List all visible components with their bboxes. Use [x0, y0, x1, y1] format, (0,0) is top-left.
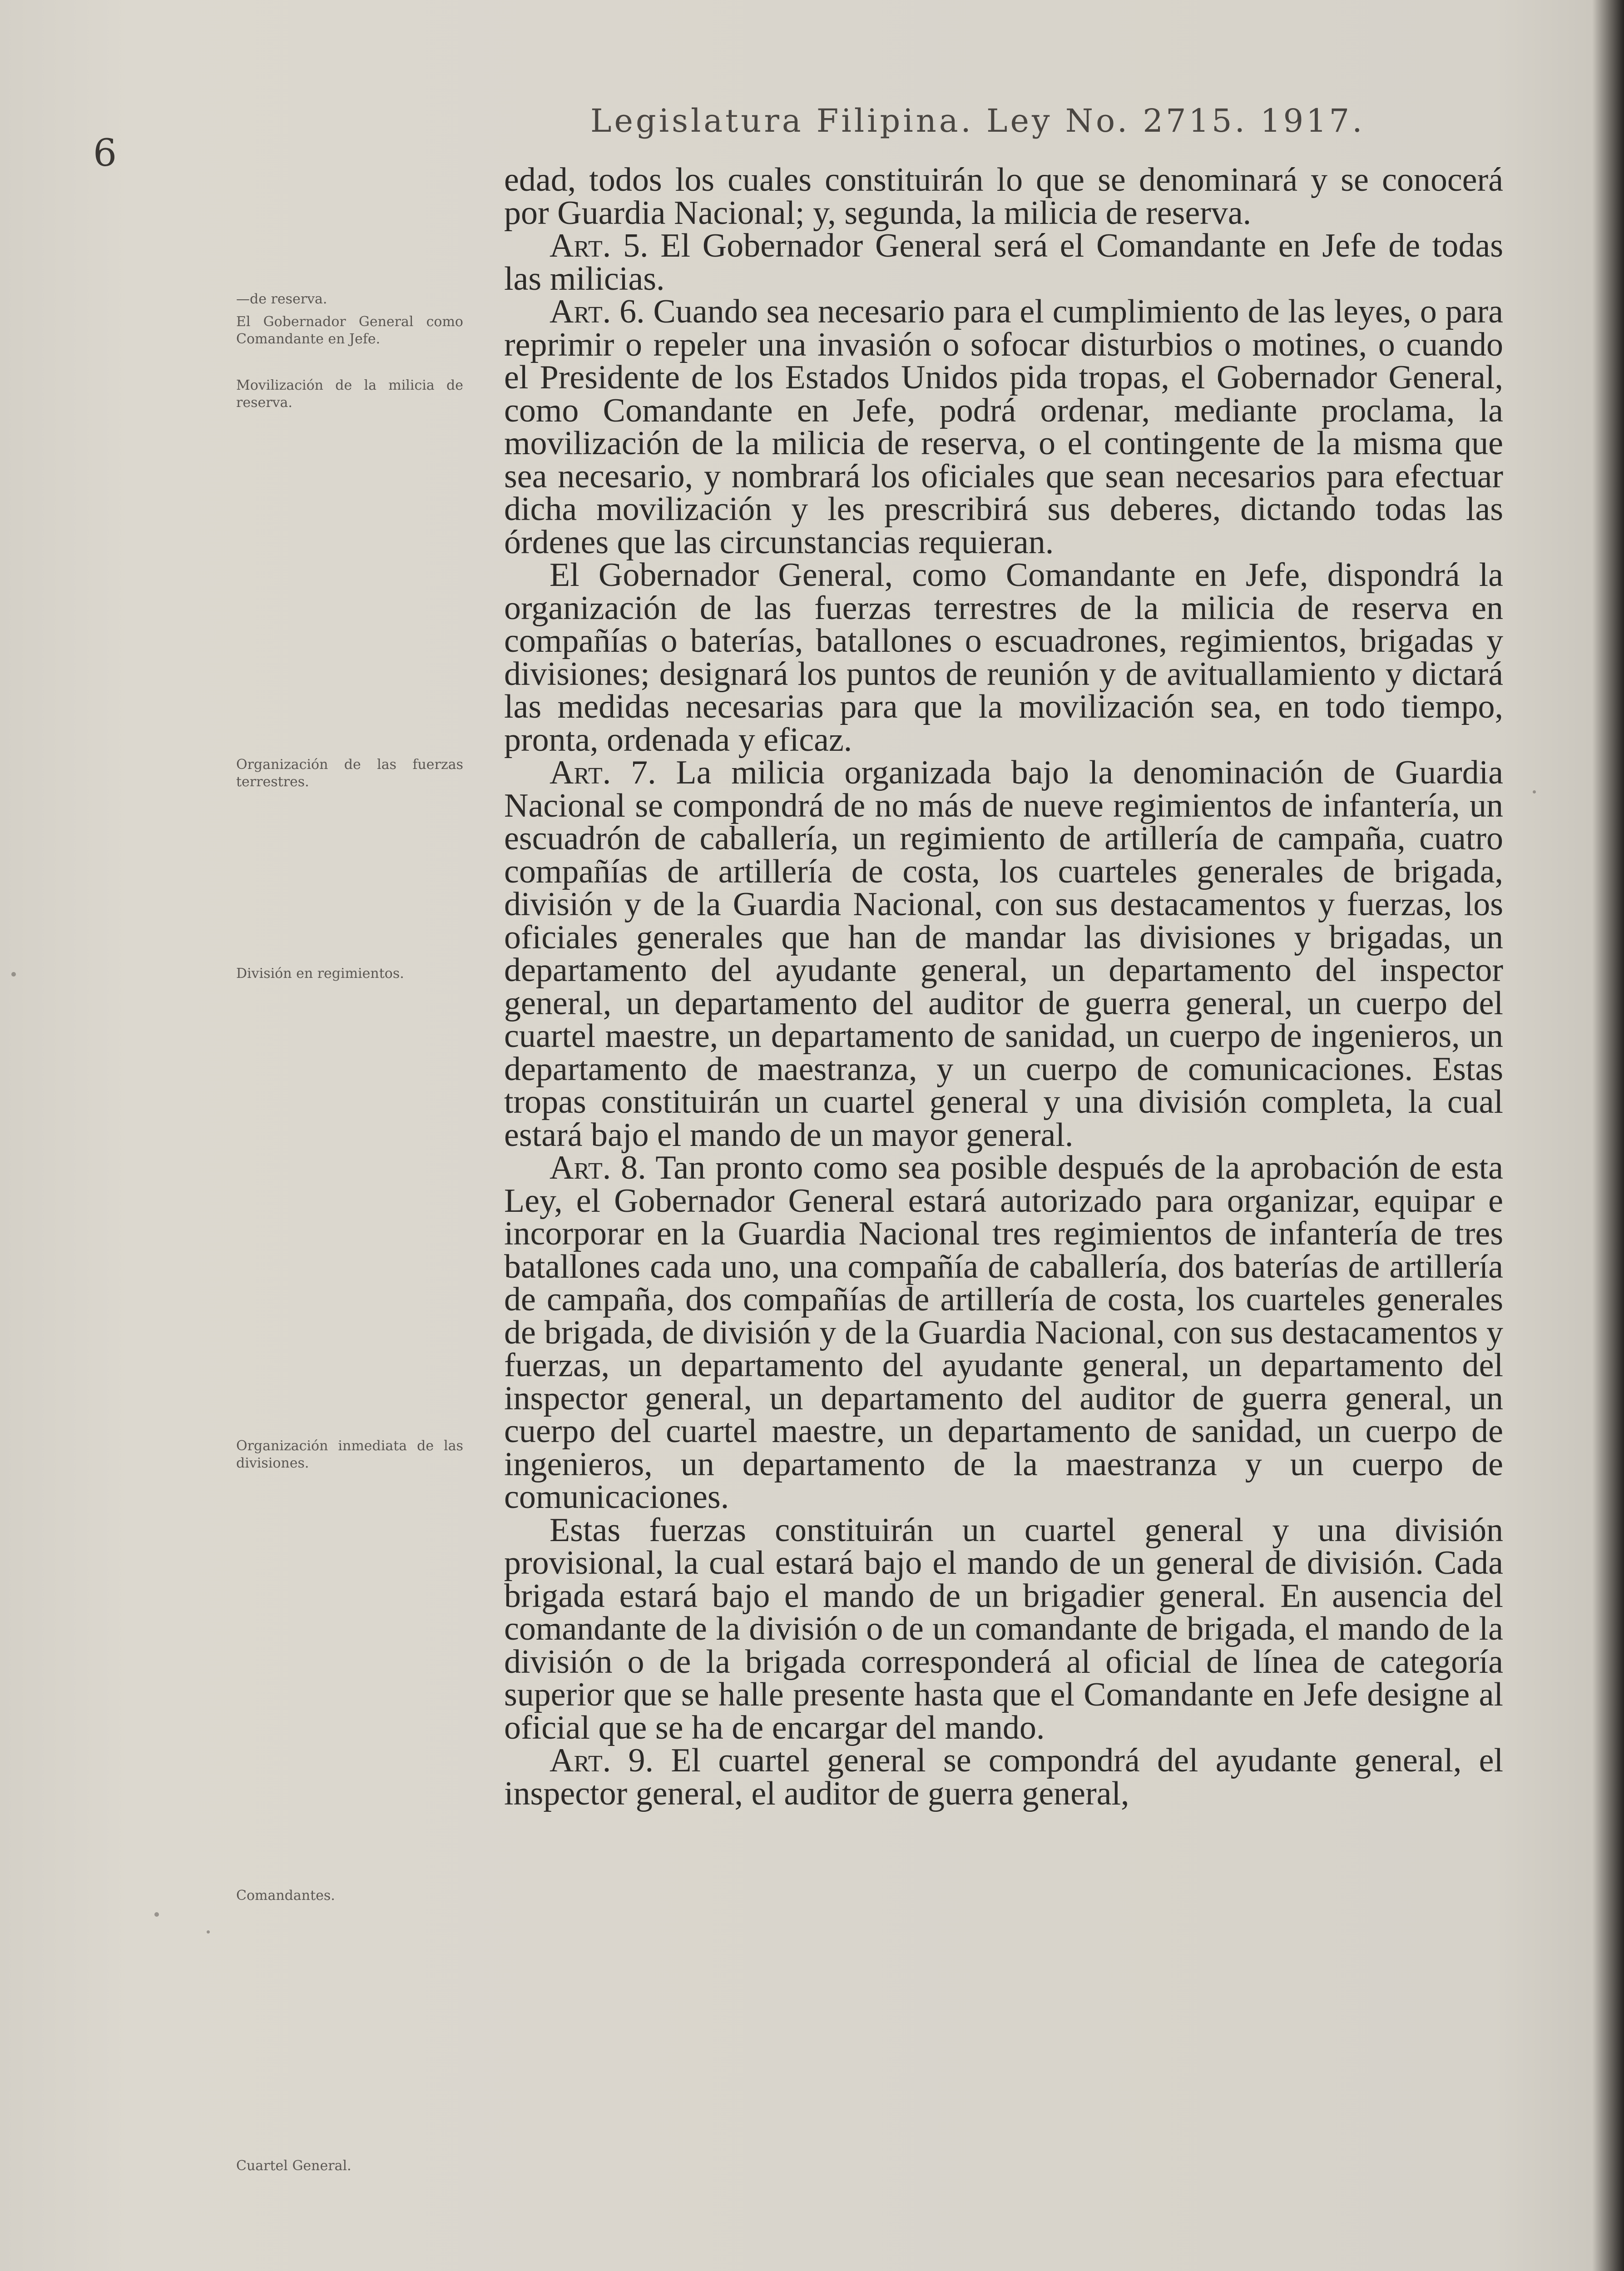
margin-note-organizacion: Organización de las fuerzas terrestres. [236, 757, 463, 790]
page-number: 6 [93, 132, 117, 175]
margin-note-reserva: —de reserva. [236, 291, 327, 307]
body-text [504, 161, 1504, 1812]
margin-note-division: División en regimientos. [236, 966, 404, 982]
paragraph-1 [504, 161, 1503, 232]
paragraph-4 [504, 556, 1503, 759]
margin-note-movilizacion: Movilización de la milicia de reserva. [236, 377, 463, 411]
paragraph-art-7 [504, 754, 1503, 1154]
paragraph-7 [504, 1511, 1503, 1746]
scan-speck [207, 1930, 210, 1934]
paragraph-art-9-text: El cuartel general se compondrá del ayudante general, el inspector general, el auditor de guerra general, [504, 1742, 1504, 1812]
paragraph-art-5 [504, 227, 1504, 298]
paragraph-art-5-text: El Gobernador General será el Comandante en Jefe de todas las milicias. [504, 227, 1504, 298]
paragraph-7-text: Estas fuerzas constituirán un cuartel general y una división provisional, la cual estará bajo el mando de un general de división. Cada brigada estará bajo el mando de un brigadier general. En ausencia del comandante de la división o de un comandante de brigada, el mando de la división o de la brigada corresponderá al oficial de línea de categoría superior que se halle presente hasta que el Comandante en Jefe designe al oficial que se ha de encargar del mando. [504, 1511, 1503, 1746]
margin-note-gobernador: El Gobernador General como Comandante en Jefe. [236, 314, 463, 347]
margin-note-inmediata: Organización inmediata de las divisiones. [236, 1438, 463, 1471]
paragraph-art-8 [504, 1151, 1503, 1514]
article-label-7: Art. 7. [550, 754, 656, 791]
paragraph-art-6 [504, 295, 1503, 559]
paragraph-art-8-text: Tan pronto como sea posible después de la aprobación de esta Ley, el Gobernador General estará autorizado para organizar, equipar e incorporar en la Guardia Nacional tres regimientos de infantería de tres batallones cada uno, una compañía de caballería, dos baterías de artillería de campaña, dos compañías de artillería de costa, los cuarteles generales de brigada, de división y de la Guardia Nacional, con sus destacamentos y fuerzas, un departamento del ayudante general, un departamento del inspector general, un departamento del auditor de guerra general, un cuerpo del cuartel maestre, un departamento de sanidad, un cuerpo de ingenieros, un departamento de la maestranza y un cuerpo de comunicaciones. [504, 1149, 1504, 1516]
scan-speck [154, 1912, 159, 1917]
scan-speck [1533, 790, 1536, 793]
article-label-5: Art. 5. [550, 227, 649, 264]
paragraph-4-text: El Gobernador General, como Comandante en Jefe, dispondrá la organización de las fuerzas terrestres de la milicia de reserva en compañías o baterías, batallones o escuadrones, regimientos, brigadas y divisiones; designará los puntos de reunión y de avituallamiento y dictará las medidas necesarias para que la movilización sea, en todo tiempo, pronta, ordenada y eficaz. [504, 556, 1503, 759]
paragraph-art-6-text: Cuando sea necesario para el cumplimiento de las leyes, o para reprimir o repeler una invasión o sofocar disturbios o motines, o cuando el Presidente de los Estados Unidos pida tropas, el Gobernador General, como Comandante en Jefe, podrá ordenar, mediante proclama, la movilización de la milicia de reserva, o el contingente de la misma que sea necesario, y nombrará los oficiales que sean necesarios para efectuar dicha movilización y les prescribirá sus deberes, dictando todas las órdenes que las circunstancias requieran. [504, 293, 1503, 561]
article-label-8: Art. 8. [550, 1149, 646, 1186]
margin-note-cuartel: Cuartel General. [236, 2158, 352, 2174]
scan-speck [11, 972, 16, 977]
book-spine-shadow [1592, 0, 1624, 2271]
margin-note-comandantes: Comandantes. [236, 1888, 335, 1904]
running-head: Legislatura Filipina. Ley No. 2715. 1917. [590, 102, 1365, 139]
paragraph-art-9 [504, 1744, 1503, 1810]
paragraph-art-7-text: La milicia organizada bajo la denominación de Guardia Nacional se compondrá de no más de nueve regimientos de infantería, un escuadrón de caballería, un regimiento de artillería de campaña, cuatro compañías de artillería de costa, los cuarteles generales de brigada, división y de la Guardia Nacional, con sus destacamentos y fuerzas, los oficiales generales que han de mandar las divisiones y brigadas, un departamento del ayudante general, un departamento del inspector general, un departamento del auditor de guerra general, un cuerpo del cuartel maestre, un departamento de sanidad, un cuerpo de ingenieros, un departamento de maestranza, y un cuerpo de comunicaciones. Estas tropas constituirán un cuartel general y una división completa, la cual estará bajo el mando de un mayor general. [504, 754, 1503, 1154]
article-label-9: Art. 9. [550, 1742, 654, 1779]
article-label-6: Art. 6. [550, 293, 645, 330]
paragraph-1-text: edad, todos los cuales constituirán lo que se denominará y se conocerá por Guardia Nacional; y, segunda, la milicia de reserva. [504, 161, 1503, 232]
